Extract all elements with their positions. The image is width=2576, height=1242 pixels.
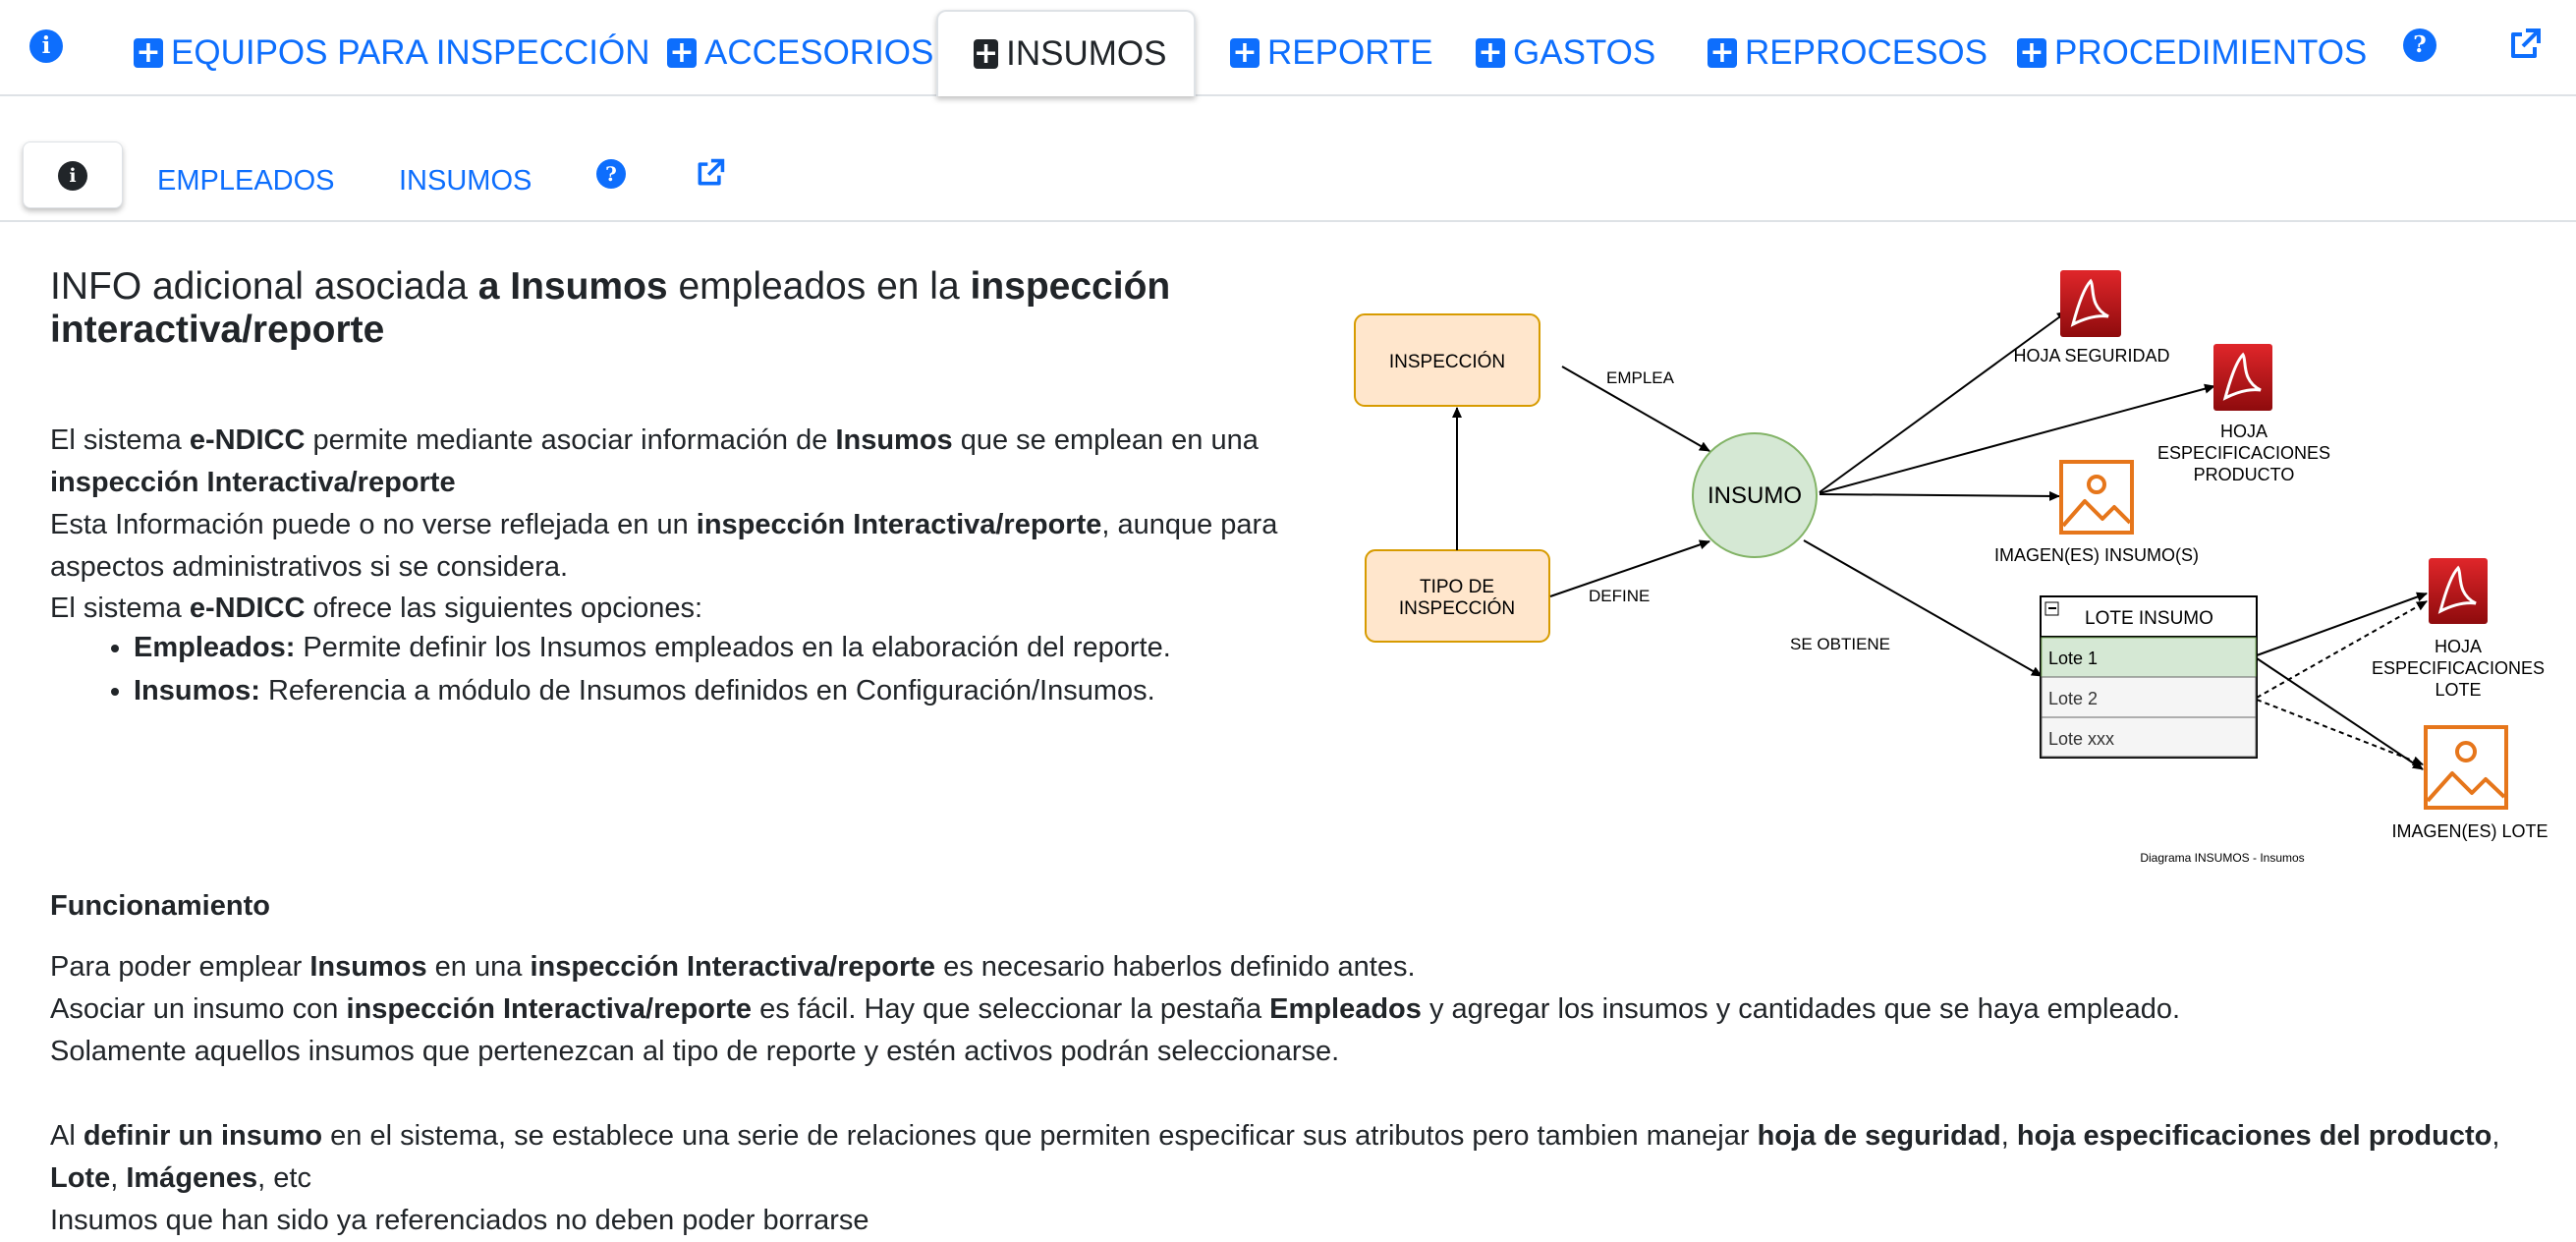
main-tab-bar (0, 0, 2576, 96)
se-obtiene-label: SE OBTIENE (1790, 635, 1891, 653)
tab-accesorios[interactable] (667, 10, 933, 96)
tab-label: REPORTE (1267, 33, 1433, 72)
funcionamiento-line-1: Para poder emplear Insumos en una inspección Interactiva/reporte es necesario haberlos definido antes. (50, 951, 1416, 983)
options-list (134, 626, 1171, 712)
lote-esp-line1: HOJA (2434, 637, 2483, 656)
define-label: DEFINE (1589, 587, 1651, 605)
tab-reprocesos[interactable] (1708, 10, 1988, 96)
plus-icon: + (2017, 38, 2046, 68)
subtab-insumos[interactable]: INSUMOS (399, 165, 532, 197)
lote-item-2: Lote 2 (2048, 689, 2099, 708)
image-icon (2426, 727, 2506, 808)
options-paragraph: El sistema e-NDICC ofrece las siguientes opciones: (50, 593, 703, 624)
tab-gastos[interactable] (1476, 10, 1655, 96)
pdf-icon (2213, 344, 2272, 411)
hoja-especificaciones-arrow (1820, 386, 2214, 493)
tab-label: PROCEDIMIENTOS (2054, 33, 2368, 72)
tab-label: REPROCESOS (1745, 33, 1988, 72)
plus-icon: + (1476, 38, 1505, 68)
plus-icon: + (1708, 38, 1737, 68)
hoja-esp-line3: PRODUCTO (2193, 465, 2295, 484)
funcionamiento-line-2: Asociar un insumo con inspección Interactiva/reporte es fácil. Hay que seleccionar la pestaña Empleados y agregar los insumos y cantidades que se haya empleado. (50, 993, 2181, 1025)
lote-pdf-arrow (2257, 593, 2427, 655)
tab-equipos-inspeccion[interactable] (134, 10, 650, 96)
lote-header: LOTE INSUMO (2085, 608, 2213, 629)
tab-reporte[interactable] (1230, 10, 1433, 96)
hoja-seguridad-arrow (1820, 311, 2067, 492)
emplea-label: EMPLEA (1606, 368, 1674, 387)
section-heading: Funcionamiento (50, 890, 270, 922)
lote-item-1: Lote 1 (2048, 649, 2099, 668)
hoja-esp-line1: HOJA (2219, 422, 2268, 441)
info-paragraph: Esta Información puede o no verse reflejada en un inspección Interactiva/reporte, aunque para aspectos administrativos si se considera. (50, 509, 1278, 583)
funcionamiento-line-5: Insumos que han sido ya referenciados no deben poder borrarse (50, 1205, 869, 1236)
funcionamiento-line-3: Solamente aquellos insumos que pertenezcan al tipo de reporte y estén activos podrán seleccionarse. (50, 1036, 1340, 1067)
list-item: • Insumos: Referencia a módulo de Insumos definidos en Configuración/Insumos. (134, 669, 1171, 712)
help-icon[interactable]: ? (2403, 28, 2436, 62)
hoja-esp-line2: ESPECIFICACIONES (2156, 443, 2331, 463)
sub-tab-bar (0, 136, 2576, 222)
plus-icon: + (134, 38, 163, 68)
tab-insumos[interactable] (936, 10, 1196, 96)
image-icon (2061, 462, 2132, 533)
lote-esp-line3: LOTE (2435, 680, 2482, 700)
pdf-icon (2429, 558, 2488, 624)
lote-insumo-table (2041, 596, 2257, 758)
funcionamiento-line-4: Al definir un insumo en el sistema, se establece una serie de relaciones que permiten especificar sus atributos pero tambien manejar hoja de seguridad, hoja especificaciones del producto, Lote, Imágenes, etc (50, 1120, 2500, 1194)
subtab-empleados[interactable]: EMPLEADOS (157, 165, 335, 197)
hoja-seguridad-label: HOJA SEGURIDAD (2013, 346, 2170, 366)
tipo-label-line2: INSPECCIÓN (1398, 598, 1516, 619)
imagen-insumo-arrow (1820, 494, 2059, 496)
page-title: INFO adicional asociada a Insumos empleados en la inspección interactiva/reporte (50, 265, 1171, 351)
pdf-icon (2060, 270, 2121, 337)
tab-label: ACCESORIOS (704, 33, 934, 72)
info-icon[interactable]: i (29, 29, 63, 63)
tab-label: GASTOS (1513, 33, 1656, 72)
plus-icon: + (974, 36, 999, 71)
intro-paragraph: El sistema e-NDICC permite mediante asociar información de Insumos que se emplean en una inspección Interactiva/reporte (50, 424, 1259, 498)
plus-icon: + (1230, 38, 1260, 68)
external-link-icon[interactable] (2507, 27, 2543, 62)
lote2-image-arrow (2257, 700, 2423, 764)
lote-item-3: Lote xxx (2048, 729, 2115, 749)
plus-icon: + (667, 38, 697, 68)
lote2-pdf-arrow (2257, 601, 2427, 698)
tab-procedimientos[interactable] (2017, 10, 2367, 96)
help-icon[interactable]: ? (596, 159, 626, 189)
insumo-label: INSUMO (1708, 482, 1802, 509)
info-icon: i (58, 161, 87, 191)
lote-esp-line2: ESPECIFICACIONES (2371, 658, 2546, 678)
tab-label: INSUMOS (1006, 34, 1167, 73)
list-item: • Empleados: Permite definir los Insumos empleados en la elaboración del reporte. (134, 626, 1171, 669)
external-link-icon[interactable] (695, 157, 726, 189)
insumos-diagram (1336, 251, 2576, 879)
diagram-caption: Diagrama INSUMOS - Insumos (2140, 851, 2305, 865)
inspeccion-label: INSPECCIÓN (1388, 352, 1506, 372)
subtab-info[interactable] (23, 141, 123, 208)
tipo-label-line1: TIPO DE (1419, 577, 1495, 597)
imagen-lote-label: IMAGEN(ES) LOTE (2391, 821, 2548, 841)
tab-label: EQUIPOS PARA INSPECCIÓN (171, 33, 650, 72)
imagen-insumo-label: IMAGEN(ES) INSUMO(S) (1993, 545, 2200, 565)
